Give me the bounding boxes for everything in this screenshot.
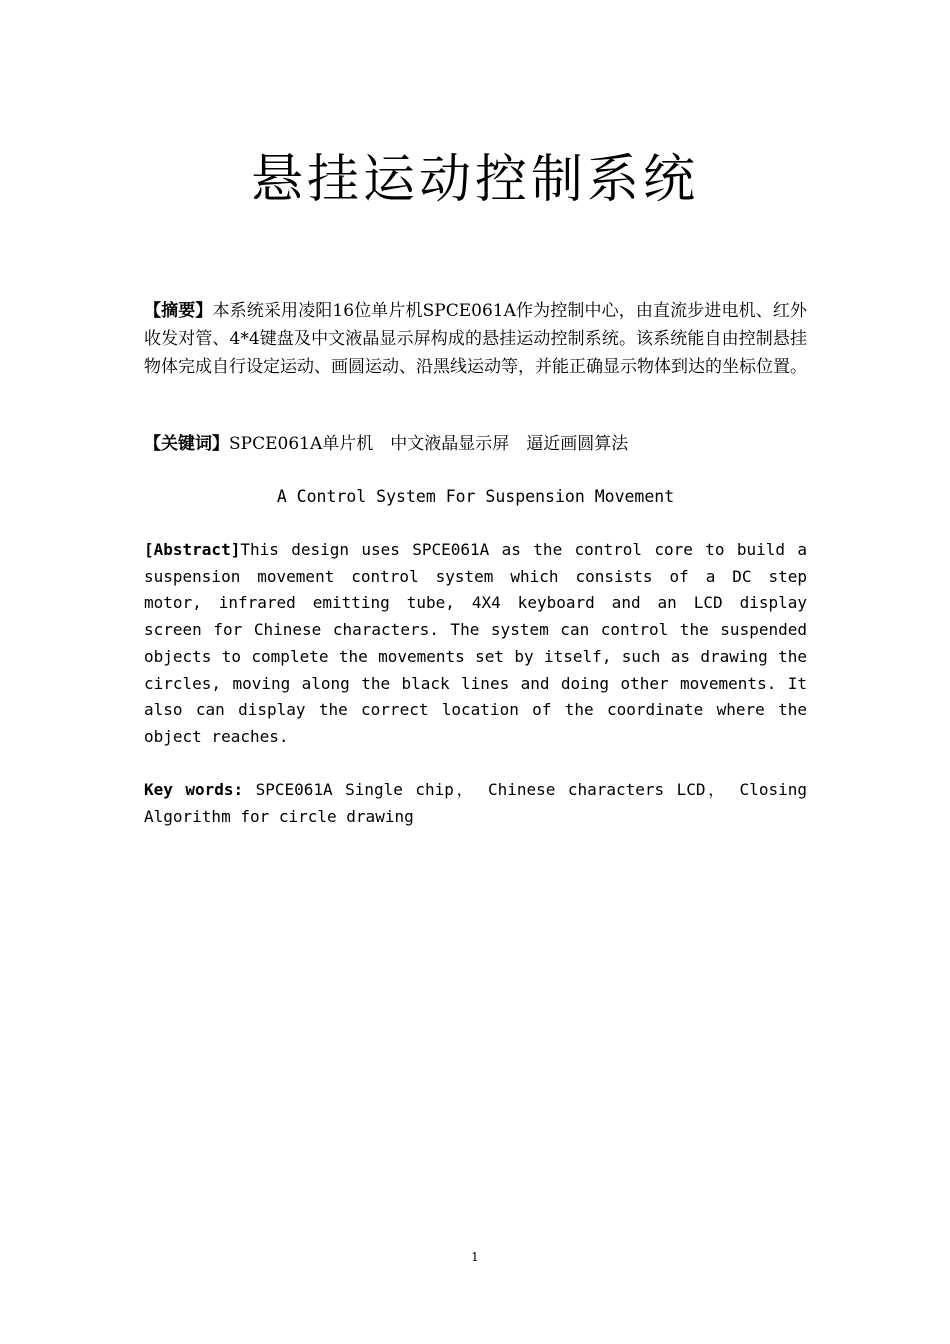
page-number: 1 bbox=[471, 1250, 479, 1264]
english-abstract-text: This design uses SPCE061A as the control core to build a suspension movement control system which consists of a DC step motor, infrared emitting tube, 4X4 keyboard and an LCD display screen for Chinese characters. The system can control the suspended objects to complete the movements set by itself, such as drawing the circles, moving along the black lines and doing other movements. It also can display the correct location of the coordinate where the object reaches. bbox=[144, 540, 807, 746]
chinese-abstract-text: 本系统采用凌阳16位单片机SPCE061A作为控制中心，由直流步进电机、红外收发对管、4*4键盘及中文液晶显示屏构成的悬挂运动控制系统。该系统能自由控制悬挂物体完成自行设定运动、画圆运动、沿黑线运动等，并能正确显示物体到达的坐标位置。 bbox=[144, 301, 808, 377]
chinese-keywords-label: 【关键词】 bbox=[144, 434, 229, 454]
english-keywords-text: SPCE061A Single chip， Chinese characters LCD， Closing Algorithm for circle drawing bbox=[144, 780, 807, 826]
english-abstract bbox=[144, 537, 807, 751]
document-title: 悬挂运动控制系统 bbox=[250, 150, 699, 210]
english-abstract-label: [Abstract] bbox=[144, 540, 241, 559]
chinese-keywords bbox=[144, 430, 807, 458]
chinese-keywords-text: SPCE061A单片机 中文液晶显示屏 逼近画圆算法 bbox=[229, 434, 629, 454]
english-title: A Control System For Suspension Movement bbox=[276, 487, 675, 506]
english-keywords bbox=[144, 777, 807, 830]
chinese-abstract bbox=[144, 297, 807, 381]
chinese-abstract-label: 【摘要】 bbox=[144, 301, 213, 321]
english-keywords-label: Key words: bbox=[144, 780, 244, 799]
